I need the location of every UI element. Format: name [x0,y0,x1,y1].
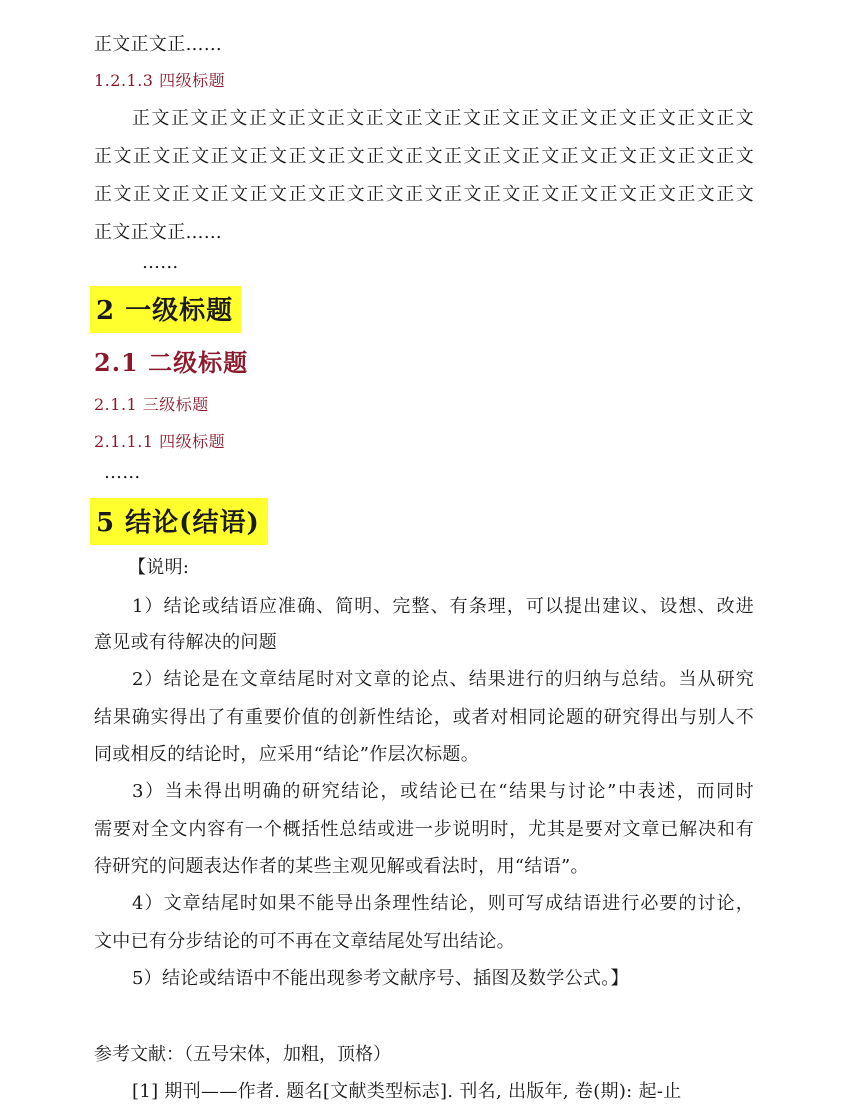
note-item-line: 文中已有分步结论的可不再在文章结尾处写出结论。 [94,931,515,952]
note-item-line: 2）结论是在文章结尾时对文章的论点、结果进行的归纳与总结。当从研究 [132,669,754,690]
body-paragraph-line: 正文正文正…… [94,222,223,243]
heading-level1: 5 结论(结语) [90,498,268,545]
note-open: 【说明: [128,557,190,578]
note-item-line: 3）当未得出明确的研究结论，或结论已在“结果与讨论”中表述，而同时 [132,781,754,802]
body-paragraph-line: 正文正文正文正文正文正文正文正文正文正文正文正文正文正文正文正文正文 [94,184,754,205]
note-item-line: 同或相反的结论时，应采用“结论”作层次标题。 [94,744,480,765]
body-paragraph-line: 正文正文正文正文正文正文正文正文正文正文正文正文正文正文正文正文 [132,108,754,129]
note-item-line: 需要对全文内容有一个概括性总结或进一步说明时，尤其是要对文章已解决和有 [94,819,754,840]
note-item-line: 待研究的问题表达作者的某些主观见解或看法时，用“结语”。 [94,856,589,877]
references-heading: 参考文献：（五号宋体，加粗，顶格） [94,1044,391,1065]
ellipsis: …… [142,252,179,273]
reference-entry: [1] 期刊——作者. 题名[文献类型标志]. 刊名, 出版年, 卷(期): 起-止 [132,1081,682,1102]
note-item-line: 1）结论或结语应准确、简明、完整、有条理，可以提出建议、设想、改进 [132,596,754,617]
heading-level2: 2.1 二级标题 [94,348,249,377]
heading-level4: 2.1.1.1 四级标题 [94,432,226,451]
note-item-line: 5）结论或结语中不能出现参考文献序号、插图及数学公式。】 [132,968,629,989]
ellipsis: …… [104,462,141,483]
heading-level1: 2 一级标题 [90,286,241,333]
note-item-line: 结果确实得出了有重要价值的创新性结论，或者对相同论题的研究得出与别人不 [94,707,754,728]
heading-level4: 1.2.1.3 四级标题 [94,71,226,90]
note-item-line: 4）文章结尾时如果不能导出条理性结论，则可写成结语进行必要的讨论， [132,893,754,914]
heading-level3: 2.1.1 三级标题 [94,395,209,414]
body-paragraph-line: 正文正文正文正文正文正文正文正文正文正文正文正文正文正文正文正文正文 [94,146,754,167]
body-tail-line: 正文正文正…… [94,34,223,55]
note-item-line: 意见或有待解决的问题 [94,632,277,653]
